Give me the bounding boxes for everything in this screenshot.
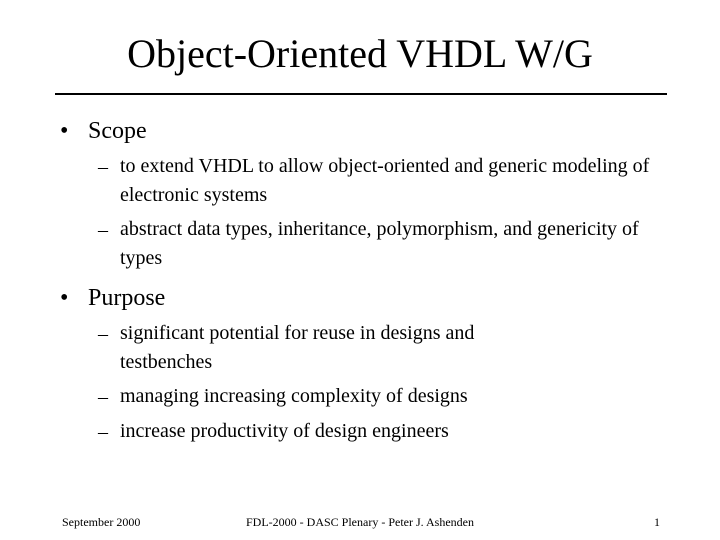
dash-marker: –	[98, 156, 108, 178]
sub-bullet-purpose-3: increase productivity of design engineers	[120, 420, 449, 442]
dash-marker: –	[98, 323, 108, 345]
sub-bullet-scope-2: abstract data types, inheritance, polymorphism, and genericity of types	[120, 218, 639, 269]
bullet-marker: •	[60, 285, 69, 311]
bullet-scope: Scope	[88, 118, 147, 144]
bullet-purpose: Purpose	[88, 285, 166, 311]
slide-title: Object-Oriented VHDL W/G	[127, 31, 593, 76]
bullet-marker: •	[60, 118, 69, 144]
dash-marker: –	[98, 421, 108, 443]
footer-title: FDL-2000 - DASC Plenary - Peter J. Ashenden	[246, 515, 474, 529]
dash-marker: –	[98, 219, 108, 241]
sub-bullet-purpose-2: managing increasing complexity of designs	[120, 385, 468, 407]
dash-marker: –	[98, 386, 108, 408]
sub-bullet-scope-1: to extend VHDL to allow object-oriented and generic modeling of electronic systems	[120, 155, 650, 206]
footer-date: September 2000	[62, 515, 141, 529]
page-number: 1	[654, 515, 660, 529]
sub-bullet-purpose-1: significant potential for reuse in designs and testbenches	[120, 322, 475, 373]
